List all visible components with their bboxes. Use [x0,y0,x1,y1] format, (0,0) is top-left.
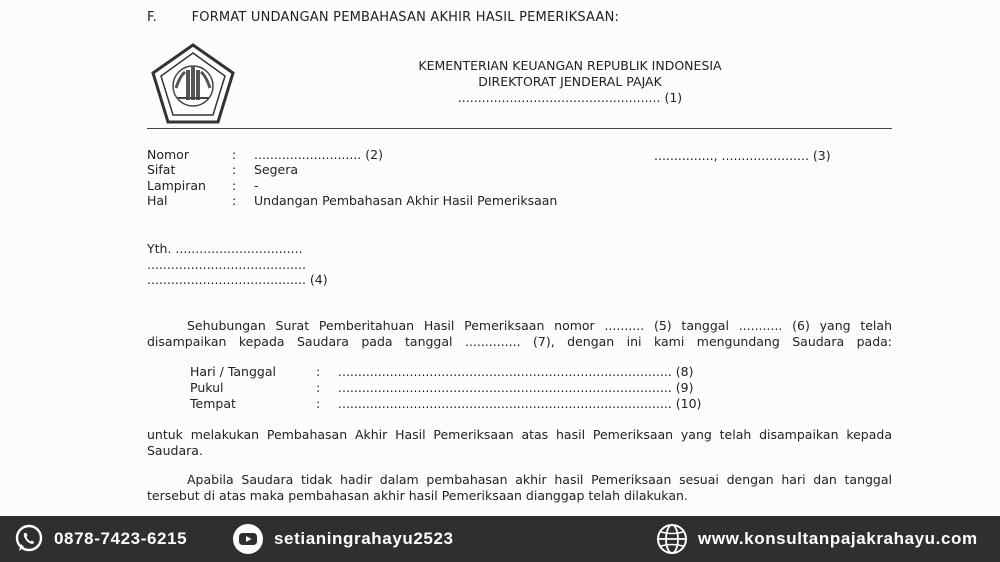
recipient-line-1: Yth. ................................ [147,241,303,256]
detail-row-time [190,380,693,396]
org-line-1: KEMENTERIAN KEUANGAN REPUBLIK INDONESIA [418,58,722,73]
recipient-line-2: ........................................ [147,257,306,272]
meta-row-hal [147,193,557,209]
youtube-icon [232,523,264,555]
paragraph-absence: Apabila Saudara tidak hadir dalam pembahasan akhir hasil Pemeriksaan sesuai dengan hari dan tanggal tersebut di atas maka pembahasan akhir hasil Pemeriksaan dianggap telah dilakukan. [147,472,892,503]
detail-value: .................................................................................... (8) [338,364,694,379]
meta-row-nomor [147,147,383,163]
meta-value: Segera [254,162,299,177]
meta-key: Nomor [147,147,189,162]
globe-icon [656,523,688,555]
detail-key: Pukul [190,380,224,395]
meta-value: Undangan Pembahasan Akhir Hasil Pemeriksaan [254,193,558,208]
meta-key: Lampiran [147,178,206,193]
detail-colon: : [316,396,321,411]
contact-footer [0,516,1000,562]
org-line-3: ................................................... (1) [457,90,683,105]
recipient-line-3: ........................................ (4) [147,272,328,287]
footer-youtube-text: setianingrahayu2523 [274,529,454,548]
detail-colon: : [316,364,321,379]
djp-logo-icon [150,42,236,128]
paragraph-intro: Sehubungan Surat Pemberitahuan Hasil Pemeriksaan nomor .......... (5) tanggal ........... (6) yang telah disampaikan kepada Saudara pada tanggal .............. (7), dengan ini kami mengundang Saudara pada: [147,318,892,349]
footer-phone-text: 0878-7423-6215 [54,529,188,548]
meta-key: Sifat [147,162,176,177]
meta-row-lampiran [147,178,259,194]
meta-colon: : [232,193,237,208]
meta-colon: : [232,147,237,162]
section-heading: F. FORMAT UNDANGAN PEMBAHASAN AKHIR HASIL PEMERIKSAAN: [147,10,620,25]
detail-colon: : [316,380,321,395]
meta-value: - [254,178,259,193]
detail-value: .................................................................................... (9) [338,380,694,395]
footer-youtube[interactable] [232,516,454,562]
meta-row-sifat [147,162,298,178]
meta-colon: : [232,162,237,177]
meta-colon: : [232,178,237,193]
date-line: ..............., ...................... (3) [654,148,831,163]
org-line-2: DIREKTORAT JENDERAL PAJAK [478,74,662,89]
detail-value: .................................................................................... (10) [338,396,702,411]
detail-row-date [190,364,693,380]
footer-phone[interactable] [14,516,187,562]
footer-website-text: www.konsultanpajakrahayu.com [698,529,978,548]
detail-row-place [190,396,701,412]
whatsapp-icon [14,524,44,554]
detail-key: Tempat [190,396,236,411]
detail-key: Hari / Tanggal [190,364,276,379]
paragraph-purpose: untuk melakukan Pembahasan Akhir Hasil Pemeriksaan atas hasil Pemeriksaan yang telah disampaikan kepada Saudara. [147,427,892,458]
footer-website[interactable] [656,516,978,562]
meta-value: ........................... (2) [254,147,383,162]
header-divider [147,128,892,129]
meta-key: Hal [147,193,168,208]
